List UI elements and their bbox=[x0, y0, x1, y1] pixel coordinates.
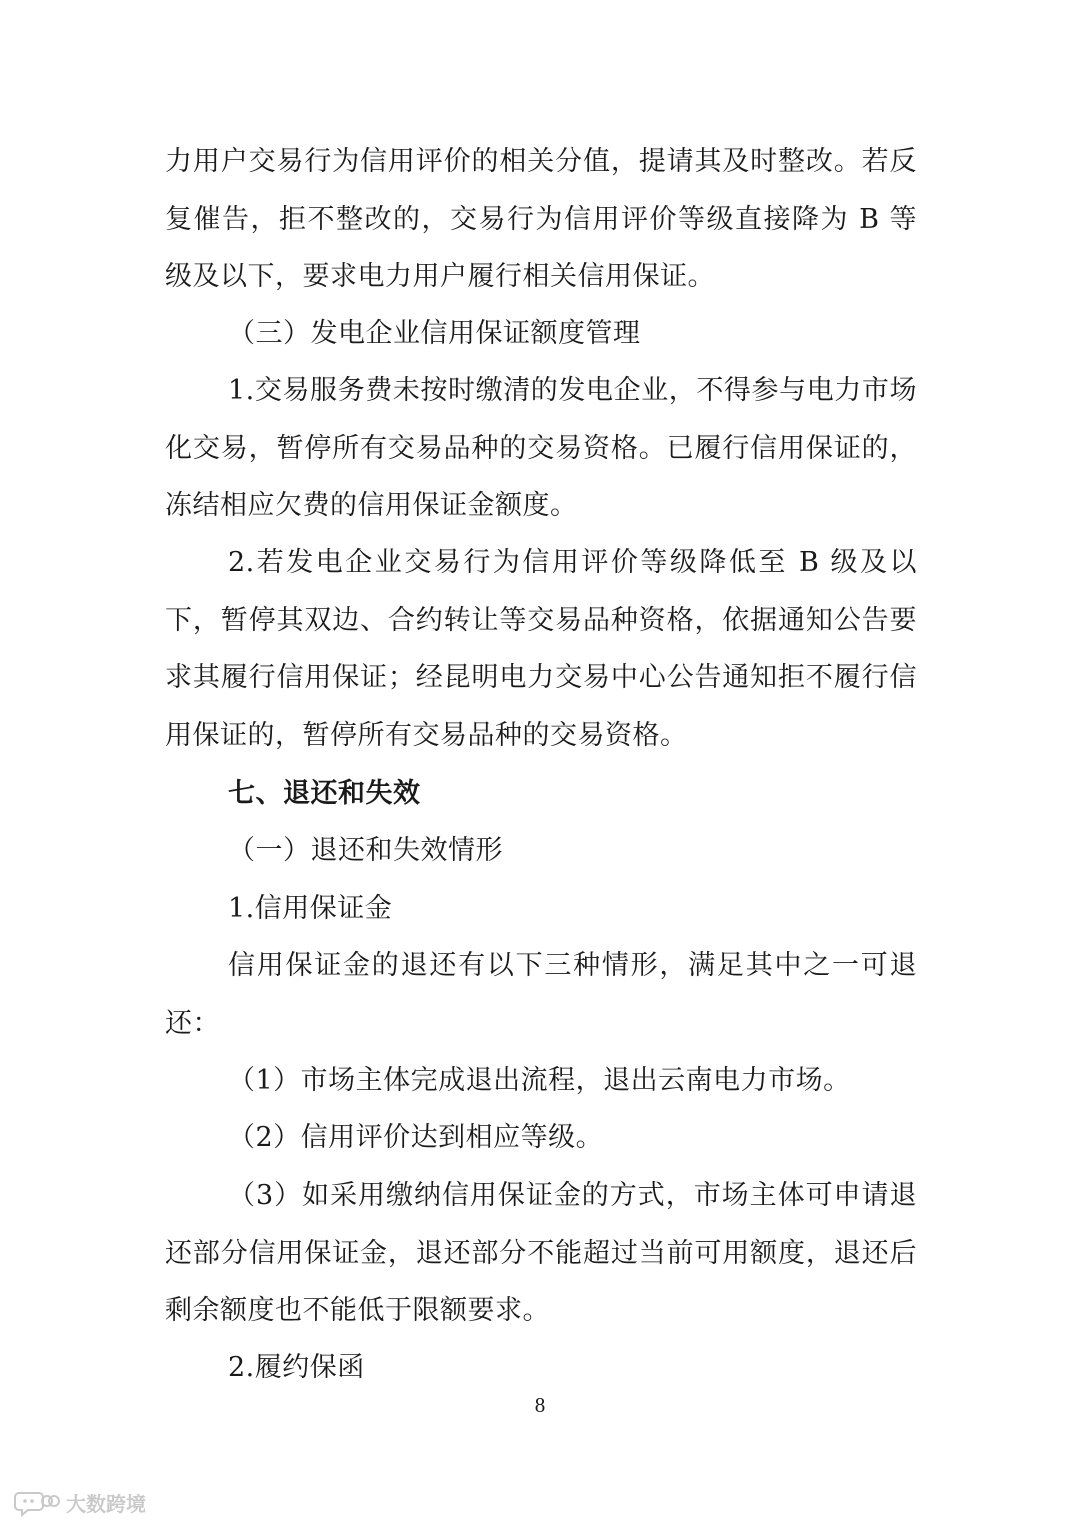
paragraph-continued: 力用户交易行为信用评价的相关分值，提请其及时整改。若反复催告，拒不整改的，交易行为信用评价等级直接降为 B 等级及以下，要求电力用户履行相关信用保证。 bbox=[165, 146, 917, 292]
page-number: 8 bbox=[534, 1393, 546, 1417]
watermark-text: 大数跨境 bbox=[66, 1492, 146, 1516]
list-item-2: （2）信用评价达到相应等级。 bbox=[228, 1122, 604, 1153]
subheading-one: （一）退还和失效情形 bbox=[228, 835, 503, 866]
paragraph-item-1: 1.交易服务费未按时缴清的发电企业，不得参与电力市场化交易，暂停所有交易品种的交易资格。已履行信用保证的，冻结相应欠费的信用保证金额度。 bbox=[165, 375, 917, 521]
subheading-three: （三）发电企业信用保证额度管理 bbox=[228, 318, 641, 349]
item-heading-performance-guarantee: 2.履约保函 bbox=[228, 1352, 365, 1383]
list-item-1: （1）市场主体完成退出流程，退出云南电力市场。 bbox=[228, 1065, 851, 1096]
paragraph-refund-cases: 信用保证金的退还有以下三种情形，满足其中之一可退还： bbox=[165, 950, 917, 1039]
speech-bubble-logo-icon bbox=[14, 1489, 60, 1517]
watermark bbox=[14, 1488, 146, 1517]
item-heading-credit-deposit: 1.信用保证金 bbox=[228, 893, 393, 924]
list-item-3: （3）如采用缴纳信用保证金的方式，市场主体可申请退还部分信用保证金，退还部分不能超过当前可用额度，退还后剩余额度也不能低于限额要求。 bbox=[165, 1180, 917, 1326]
section-heading-seven: 七、退还和失效 bbox=[228, 778, 421, 809]
paragraph-item-2: 2.若发电企业交易行为信用评价等级降低至 B 级及以下，暂停其双边、合约转让等交易品种资格，依据通知公告要求其履行信用保证；经昆明电力交易中心公告通知拒不履行信用保证的，暂停所有交易品种的交易资格。 bbox=[165, 547, 917, 751]
